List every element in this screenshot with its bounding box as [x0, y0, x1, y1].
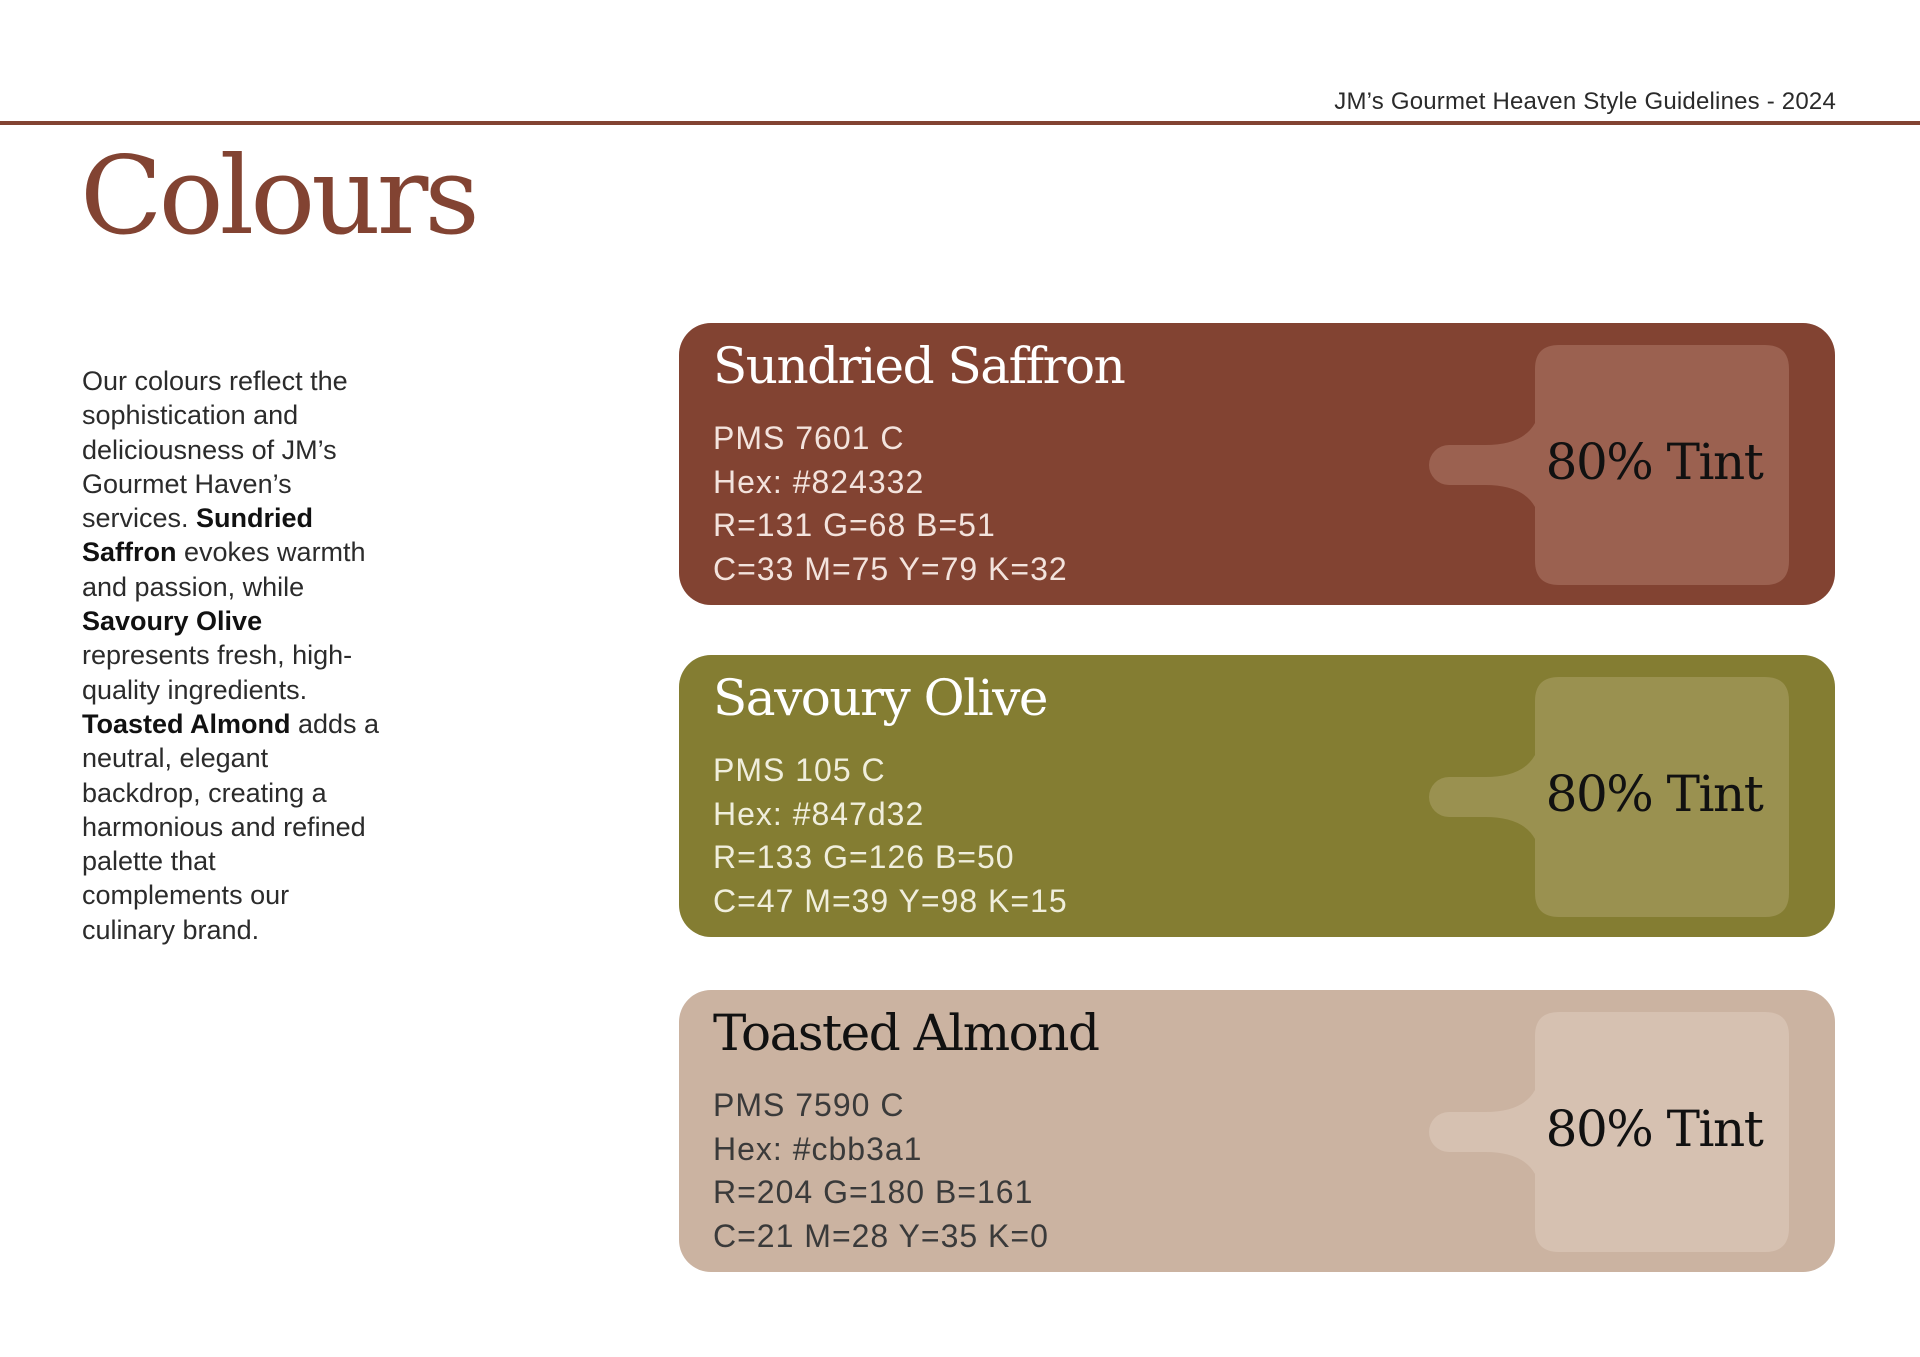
- swatch-cmyk: C=47 M=39 Y=98 K=15: [713, 882, 1068, 919]
- swatch-specs: [713, 1084, 1049, 1258]
- intro-highlight-saffron: Sundried Saffron: [82, 503, 314, 568]
- swatch-name: Sundried Saffron: [713, 337, 1125, 395]
- intro-text: evokes warmth and passion, while: [82, 537, 366, 602]
- swatch-hex: Hex: #824332: [713, 463, 925, 500]
- header-divider: [0, 121, 1920, 125]
- tint-label: 80% Tint: [1545, 1100, 1763, 1158]
- header-title: JM’s Gourmet Heaven Style Guidelines - 2024: [1334, 88, 1836, 115]
- intro-text: Our colours reflect the sophistication and deliciousness of JM’s Gourmet Haven’s services.: [82, 366, 348, 534]
- swatch-cmyk: C=21 M=28 Y=35 K=0: [713, 1217, 1049, 1254]
- swatch-pms: PMS 105 C: [713, 752, 886, 788]
- swatch-specs: [713, 749, 1068, 923]
- swatch-hex: Hex: #cbb3a1: [713, 1130, 923, 1167]
- swatch-sundried-saffron: [679, 323, 1835, 605]
- swatch-pms: PMS 7590 C: [713, 1087, 905, 1123]
- swatch-rgb: R=133 G=126 B=50: [713, 839, 1015, 875]
- swatch-cmyk: C=33 M=75 Y=79 K=32: [713, 550, 1068, 587]
- swatch-hex: Hex: #847d32: [713, 795, 925, 832]
- intro-highlight-olive: Savoury Olive: [82, 606, 263, 637]
- intro-highlight-almond: Toasted Almond: [82, 708, 291, 739]
- swatch-rgb: R=131 G=68 B=51: [713, 507, 996, 543]
- tint-label: 80% Tint: [1545, 765, 1763, 823]
- swatch-name: Toasted Almond: [713, 1004, 1099, 1062]
- swatch-rgb: R=204 G=180 B=161: [713, 1174, 1034, 1210]
- intro-paragraph: [82, 364, 382, 947]
- swatch-savoury-olive: [679, 655, 1835, 937]
- swatch-toasted-almond: [679, 990, 1835, 1272]
- swatch-pms: PMS 7601 C: [713, 420, 905, 456]
- page-title: Colours: [80, 134, 476, 259]
- intro-text: represents fresh, high-quality ingredients.: [82, 640, 353, 705]
- swatch-name: Savoury Olive: [713, 669, 1047, 727]
- swatch-specs: [713, 417, 1068, 591]
- tint-label: 80% Tint: [1545, 433, 1763, 491]
- intro-text: adds a neutral, elegant backdrop, creating a harmonious and refined palette that complements our culinary brand.: [82, 708, 380, 945]
